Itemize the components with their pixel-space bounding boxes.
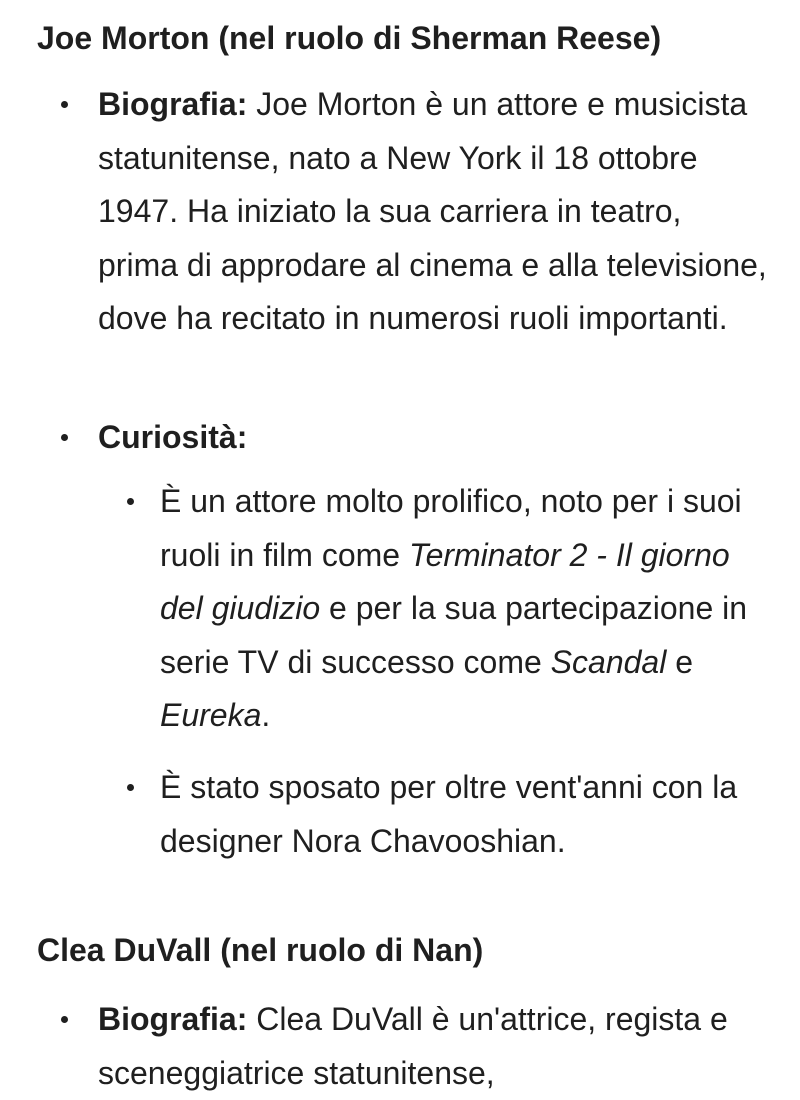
item-label: Curiosità: (98, 419, 248, 455)
bullet-icon (61, 1016, 68, 1023)
sub-item-text: e per la sua partecipazione in serie TV di successo come (160, 590, 748, 680)
bullet-icon (61, 434, 68, 441)
list-item-biografia (98, 993, 768, 1100)
section-title-joe-morton: Joe Morton (nel ruolo di Sherman Reese) (37, 20, 662, 56)
item-label: Biografia: (98, 86, 248, 122)
sub-item-text: È un attore molto prolifico, noto per i suoi ruoli in film come (160, 483, 742, 573)
sub-item-text: . (261, 697, 271, 733)
sub-item-text: È stato sposato per oltre vent'anni con la designer Nora Chavooshian. (160, 769, 738, 859)
bullet-icon (127, 498, 134, 505)
item-text: Clea DuVall è un'attrice, regista e sceneggiatrice statunitense, (98, 1001, 728, 1091)
bullet-icon (61, 101, 68, 108)
bullet-icon (127, 784, 134, 791)
section-title-clea-duvall: Clea DuVall (nel ruolo di Nan) (37, 932, 484, 968)
sub-item-sposato (160, 761, 760, 868)
film-title-terminator: Terminator 2 - Il giorno del giudizio (160, 536, 730, 626)
series-title-eureka: Eureka (160, 697, 262, 733)
list-item-biografia (98, 78, 768, 346)
list-item-curiosita (98, 411, 768, 859)
item-label: Biografia: (98, 1001, 248, 1037)
series-title-scandal: Scandal (550, 643, 667, 680)
sub-item-prolifico (160, 475, 760, 743)
sub-item-text: e (666, 643, 693, 680)
item-text: Joe Morton è un attore e musicista statunitense, nato a New York il 18 ottobre 1947. Ha iniziato la sua carriera in teatro, prima di approdare al cinema e alla televisione, dove ha recitato in numerosi ruoli importanti. (98, 86, 767, 336)
